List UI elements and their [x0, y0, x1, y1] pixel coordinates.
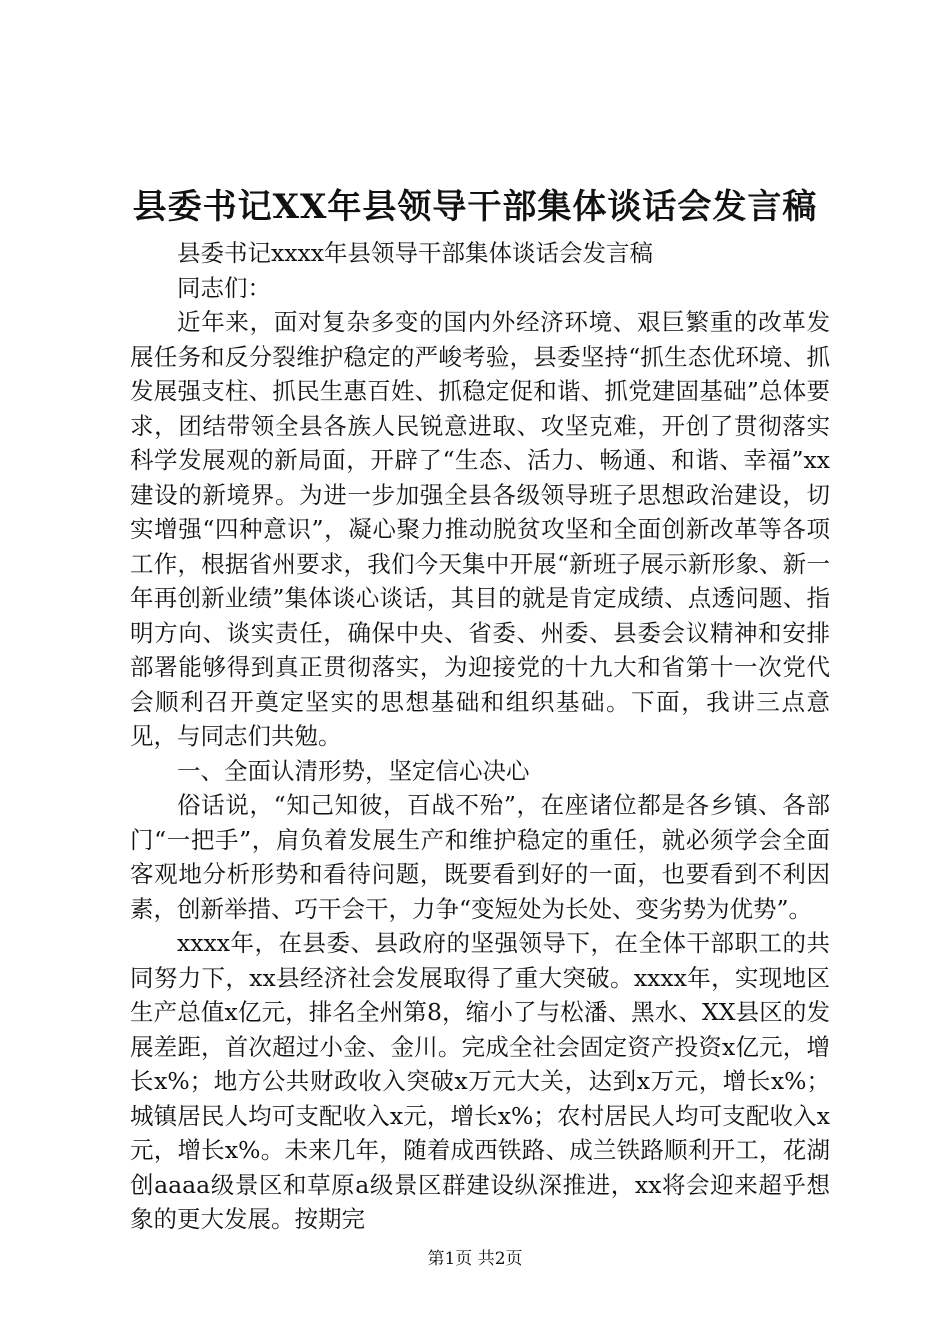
- document-body: [130, 236, 830, 1237]
- page-number-footer: 第1页 共2页: [427, 1249, 523, 1269]
- body-paragraph: 近年来，面对复杂多变的国内外经济环境、艰巨繁重的改革发展任务和反分裂维护稳定的严峻考验，县委坚持“抓生态优环境、抓发展强支柱、抓民生惠百姓、抓稳定促和谐、抓党建固基础”总体要求，团结带领全县各族人民锐意进取、攻坚克难，开创了贯彻落实科学发展观的新局面，开辟了“生态、活力、畅通、和谐、幸福”xx建设的新境界。为进一步加强全县各级领导班子思想政治建设，切实增强“四种意识”，凝心聚力推动脱贫攻坚和全面创新改革等各项工作，根据省州要求，我们今天集中开展“新班子展示新形象、新一年再创新业绩”集体谈心谈话，其目的就是肯定成绩、点透问题、指明方向、谈实责任，确保中央、省委、州委、县委会议精神和安排部署能够得到真正贯彻落实，为迎接党的十九大和省第十一次党代会顺利召开奠定坚实的思想基础和组织基础。下面，我讲三点意见，与同志们共勉。: [130, 308, 830, 750]
- document-title: 县委书记XX年县领导干部集体谈话会发言稿: [132, 187, 818, 227]
- body-paragraph: xxxx年，在县委、县政府的坚强领导下，在全体干部职工的共同努力下，xx县经济社会发展取得了重大突破。xxxx年，实现地区生产总值x亿元，排名全州第8，缩小了与松潘、黑水、XX县区的发展差距，首次超过小金、金川。完成全社会固定资产投资x亿元，增长x%；地方公共财政收入突破x万元大关，达到x万元，增长x%；城镇居民人均可支配收入x元，增长x%；农村居民人均可支配收入x元，增长x%。未来几年，随着成西铁路、成兰铁路顺利开工，花湖创aaaa级景区和草原a级景区群建设纵深推进，xx将会迎来超乎想象的更大发展。按期完: [130, 929, 830, 1233]
- salutation-paragraph: 同志们：: [177, 273, 271, 302]
- section-heading: 一、全面认清形势，坚定信心决心: [177, 756, 530, 785]
- body-paragraph: 俗话说，“知己知彼，百战不殆”，在座诸位都是各乡镇、各部门“一把手”，肩负着发展生产和维护稳定的重任，就必须学会全面客观地分析形势和看待问题，既要看到好的一面，也要看到不利因素，创新举措、巧干会干，力争“变短处为长处、变劣势为优势”。: [130, 791, 830, 923]
- subtitle-paragraph: 县委书记xxxx年县领导干部集体谈话会发言稿: [177, 239, 654, 267]
